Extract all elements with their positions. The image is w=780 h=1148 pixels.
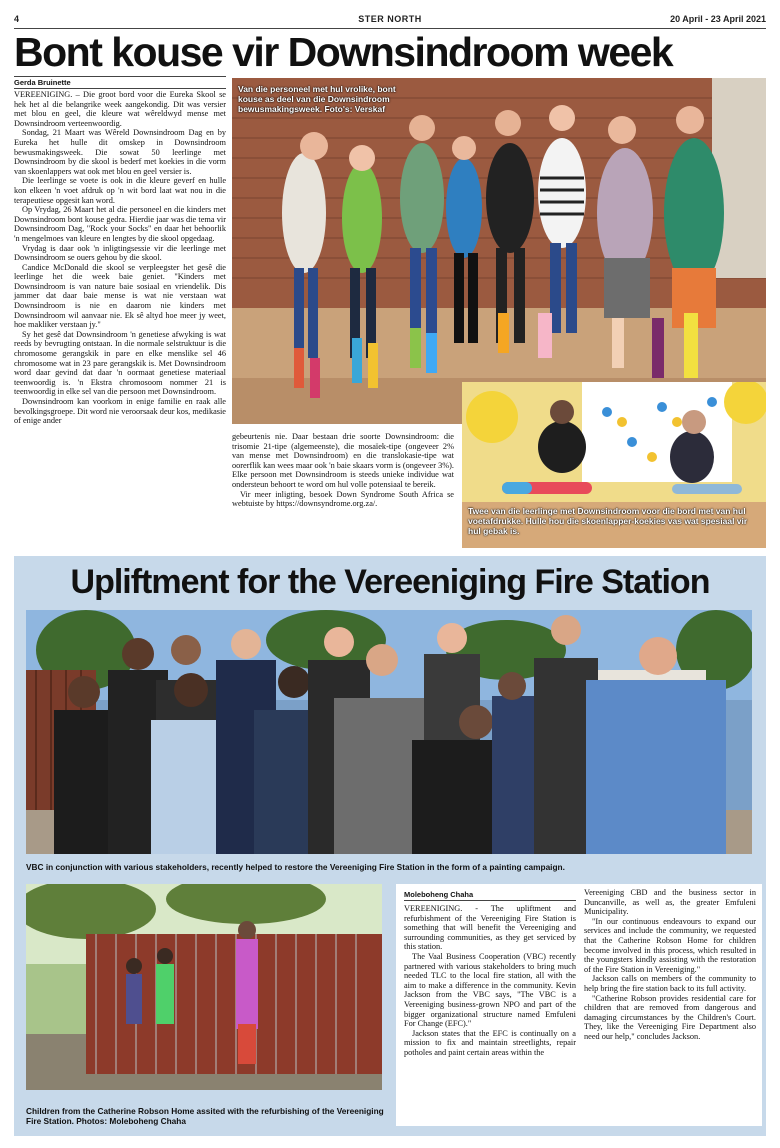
article1-column1 xyxy=(14,90,226,550)
paragraph: VEREENIGING. - The upliftment and refurbishment of the Vereeniging Fire Station is something that will benefit the Vereeniging and surrounding communities, as they get serviced by this station. xyxy=(404,904,576,952)
article2-column2 xyxy=(584,888,756,1120)
paragraph: Die leerlinge se voete is ook in die kleure geverf en hulle kon elkeen 'n voet afdruk op 'n wit bord laat wat nou in die terapeutiese opgesit kan word. xyxy=(14,176,226,205)
byline-rule-bottom xyxy=(14,88,226,89)
headline-downsindroom: Bont kouse vir Downsindroom week xyxy=(14,29,673,75)
paper-name: STER NORTH xyxy=(358,14,422,24)
photo-learners xyxy=(462,382,766,548)
page-number: 4 xyxy=(14,14,20,24)
children-photo-caption: Children from the Catherine Robson Home assited with the refurbishing of the Vereeniging Fire Station. Photos: Moleboheng Chaha xyxy=(26,1106,384,1126)
paragraph: Vrydag is daar ook 'n inligtingsessie vir die leerlinge met Downsindroom se ouers gehou by die skool. xyxy=(14,243,226,263)
paragraph: Sondag, 21 Maart was Wêreld Downsindroom Dag en by Eureka het hulle dit omskep in Downsindroom bewusmakingsweek. Die sowat 50 leerlinge met Downsindroom by die skool is bederf met koekies in die vorm van skoenlappers wat ook met blou en geel versier is. xyxy=(14,128,226,176)
fire-station-main-caption: VBC in conjunction with various stakeholders, recently helped to restore the Vereeniging Fire Station in the form of a painting campaign. xyxy=(26,862,565,872)
paragraph: gebeurtenis nie. Daar bestaan drie soorte Downsindroom: die trisomie 21-tipe (algemeenste), die mosaïek-tipe (ongeveer 2% van mense met Downsindroom) en die translokasie-tipe wat oorerflik kan wees maar ook 'n baie skaars vorm is (ongeveer 3%). Elke persoon met Downsindroom is steeds unieke individue wat ondersteun behoort te word om hul volle potensiaal te bereik. xyxy=(232,432,454,489)
byline-gerda: Gerda Bruinette xyxy=(14,78,71,87)
paragraph: Vir meer inligting, besoek Down Syndrome South Africa se webtuiste by https://downsyndrome.org.za/. xyxy=(232,489,454,509)
paragraph: "Catherine Robson provides residential care for children that are removed from dangerous and damaging circumstances by the Children's Court. They, like the Vereeniging Fire Department also need our help," concludes Jackson. xyxy=(584,993,756,1041)
photo-staff-caption: Van die personeel met hul vrolike, bont kouse as deel van die Downsindroom bewusmakingsweek. Foto's: Verskaf xyxy=(238,84,396,114)
paragraph: Sy het gesê dat Downsindroom 'n genetiese afwyking is wat reeds by bevrugting ontstaan. In die normale selstruktuur is die chromosome gerangskik in pare en elke menslike sel 46 chromosome wat in 23 pare gerangskik is. Met Downsindroom word daar gevind dat daar 'n oormaat genetiese materiaal teenwoordig is. 'n Ekstra chromosoom nommer 21 is teenwoordig in elke sel van die persoon met Downsindroom. xyxy=(14,329,226,397)
paragraph: VEREENIGING. – Die groot bord voor die Eureka Skool se hek het al die belangrike week aangekondig. Dit was versier met blou en geel, die kleure wat wêreldwyd mense met Downsindroom verteenwoordig. xyxy=(14,90,226,128)
byline-rule xyxy=(14,76,226,77)
paragraph: "In our continuous endeavours to expand our services and include the community, we requested that the Catherine Robson Home for children become involved in this process, which resulted in the youngsters kindly assisting with the restoration of the Fire Station in Vereeniging." xyxy=(584,916,756,974)
article1-column2 xyxy=(232,432,454,550)
photo-children-painting-image xyxy=(26,884,382,1090)
byline-moleboheng: Moleboheng Chaha xyxy=(404,890,474,899)
paragraph: Candice McDonald die skool se verpleegster het gesê die leerlinge het die week baie geniet. "Kinders met Downsindroom is van nature baie sosiaal en vriendelik. Dis jammer dat daar baie mense is wat nie verstaan wat Downsindroom is nie en daarom nie kinders met Downsindroom wil aanvaar nie. Ek sê altyd hoe meer jy weet, hoe makliker verstaan jy." xyxy=(14,262,226,330)
article2-column1 xyxy=(404,904,576,1118)
paragraph: Vereeniging CBD and the business sector in Duncanville, as well as, the greater Emfuleni Municipality. xyxy=(584,888,756,917)
byline2-rule xyxy=(404,900,576,901)
page-header xyxy=(14,14,766,28)
photo-learners-caption: Twee van die leerlinge met Downsindroom voor die bord met van hul voetafdrukke. Hulle hou die skoenlapper-koekies vas wat spesiaal vir hul gebak is. xyxy=(468,506,748,536)
issue-date: 20 April - 23 April 2021 xyxy=(670,14,766,24)
paragraph: Downsindroom kan voorkom in enige familie en raak alle bevolkingsgroepe. Dit word nie veroorsaak deur kos, medikasie of enige ander xyxy=(14,397,226,426)
paragraph: Op Vrydag, 26 Maart het al die personeel en die kinders met Downsindroom bont kouse gedra. Hierdie jaar was die tema vir Downsindroom Dag, "Rock your Socks" en daar het behoorlik 'n mengelmoes van kleure en lengtes by die skool opgedaag. xyxy=(14,205,226,243)
photo-children-painting xyxy=(26,884,382,1090)
photo-staff-socks-image xyxy=(232,78,766,424)
photo-staff-socks xyxy=(232,78,766,424)
paragraph: Jackson calls on members of the community to help bring the fire station back to its full activity. xyxy=(584,974,756,993)
photo-fire-station-group-image xyxy=(26,610,752,854)
paragraph: Jackson states that the EFC is continually on a mission to fix and maintain streetlights, repair potholes and paint certain areas within the xyxy=(404,1028,576,1057)
photo-fire-station-group xyxy=(26,610,752,854)
headline-fire-station: Upliftment for the Vereeniging Fire Station xyxy=(70,563,710,601)
paragraph: The Vaal Business Cooperation (VBC) recently partnered with various stakeholders to bring much needed TLC to the local fire station, all with the aim to make a difference in the community. Kevin Jackson from the VBC says, "The VBC is a Vereeniging business-grown NPO and part of the bigger organizational structure named Emfuleni For Change (EFC)." xyxy=(404,951,576,1029)
